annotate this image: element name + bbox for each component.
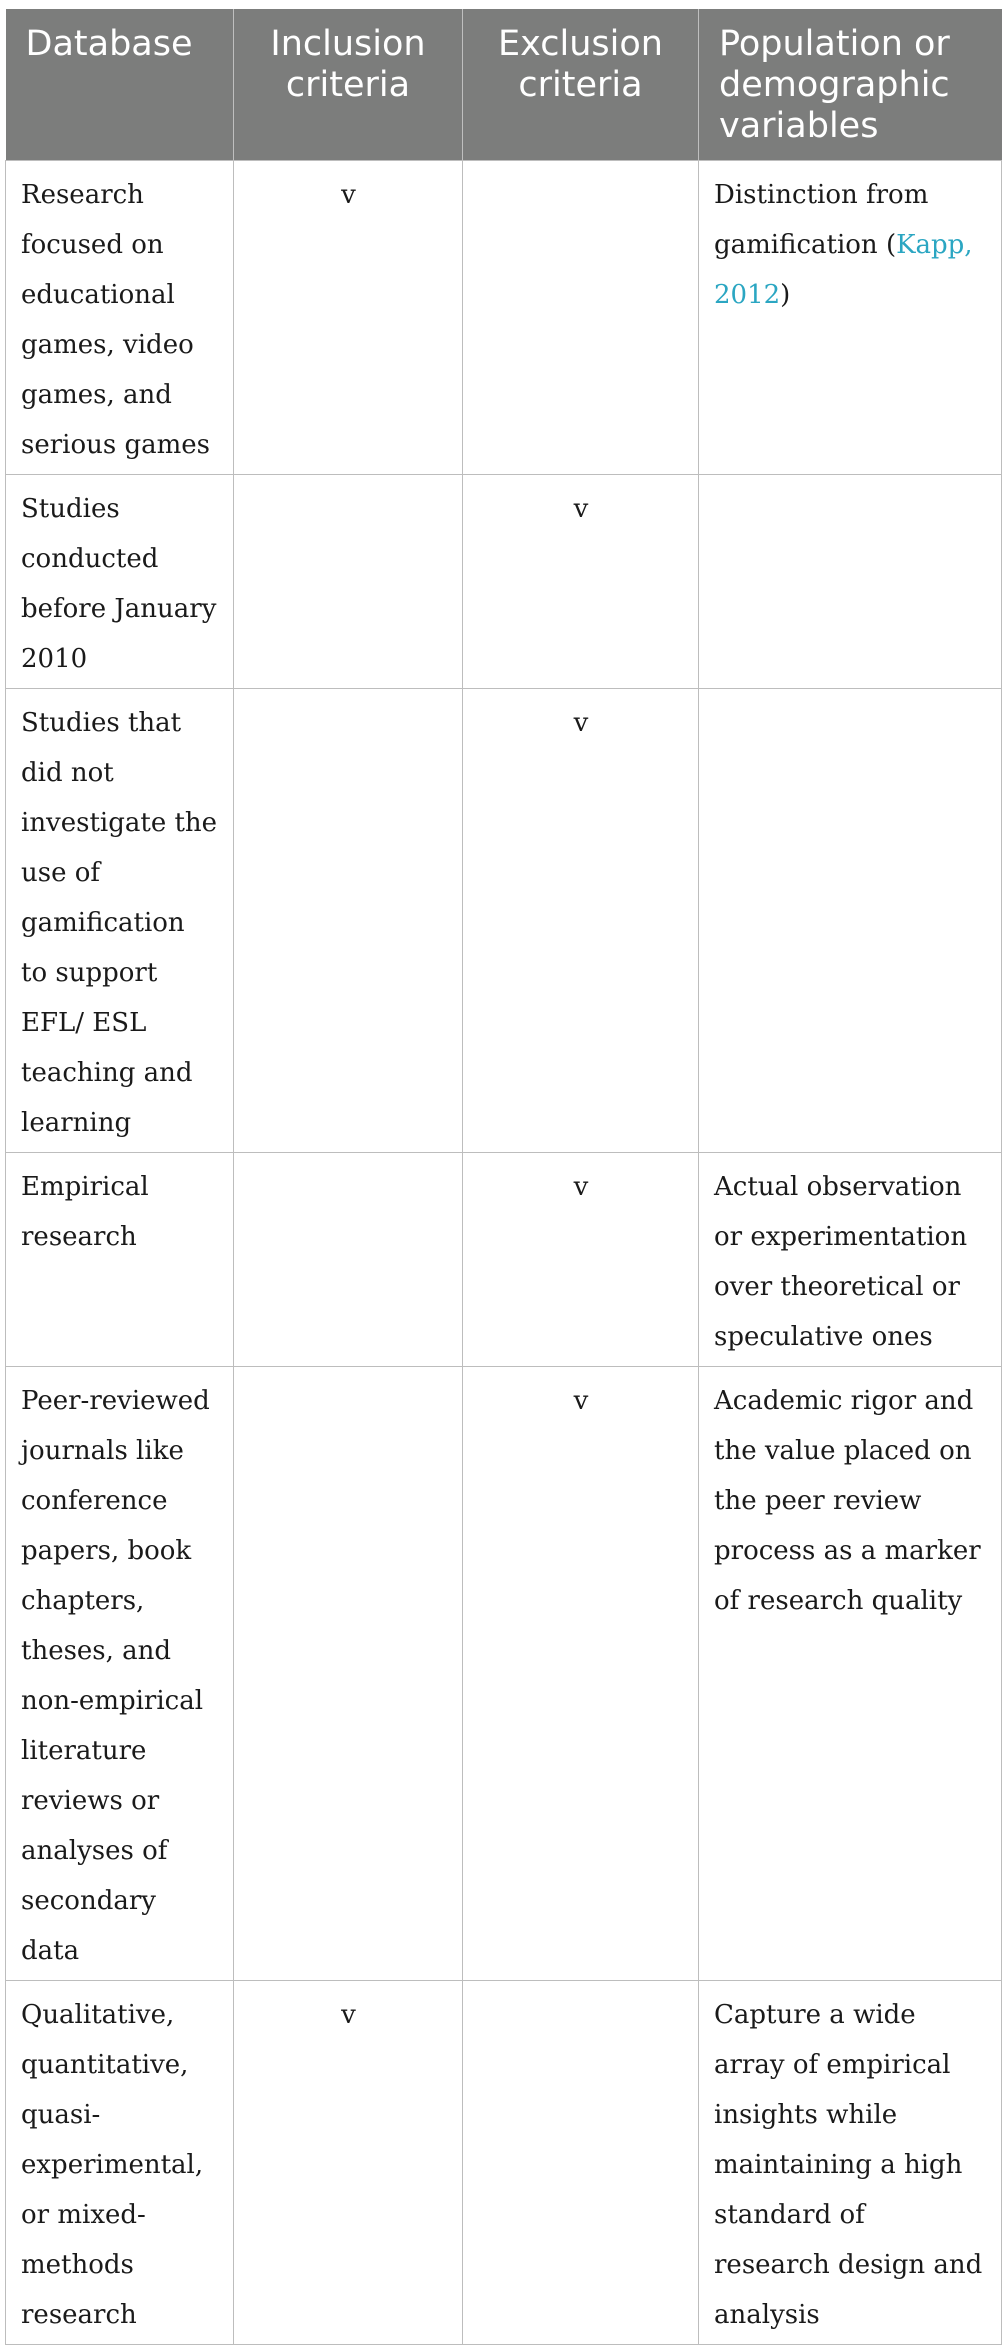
header-population-variables: Population or demographic variables <box>699 9 1002 161</box>
cell-inclusion: v <box>234 1981 463 2345</box>
cell-database: Peer-reviewed journals like conference papers, book chapters, theses, and non-empirical literature reviews or analyses of secondary data <box>6 1367 234 1981</box>
table-row <box>6 1367 1002 1981</box>
table-row <box>6 1153 1002 1367</box>
table-body <box>6 161 1002 2345</box>
header-exclusion-criteria: Exclusion criteria <box>463 9 699 161</box>
cell-inclusion <box>234 475 463 689</box>
cell-database: Qualitative, quantitative, quasi-experimental, or mixed-methods research <box>6 1981 234 2345</box>
header-row <box>6 9 1002 161</box>
cell-population <box>699 161 1002 475</box>
cell-population: Academic rigor and the value placed on the peer review process as a marker of research quality <box>699 1367 1002 1981</box>
criteria-table-container <box>5 9 1001 2345</box>
cell-inclusion <box>234 1367 463 1981</box>
cell-database: Studies conducted before January 2010 <box>6 475 234 689</box>
cell-population: Actual observation or experimentation over theoretical or speculative ones <box>699 1153 1002 1367</box>
cell-database: Research focused on educational games, video games, and serious games <box>6 161 234 475</box>
cell-database: Empirical research <box>6 1153 234 1367</box>
table-row <box>6 161 1002 475</box>
cell-population <box>699 689 1002 1153</box>
cell-exclusion: v <box>463 475 699 689</box>
cell-exclusion: v <box>463 1153 699 1367</box>
cell-exclusion <box>463 161 699 475</box>
cell-inclusion <box>234 689 463 1153</box>
table-row <box>6 1981 1002 2345</box>
table-header <box>6 9 1002 161</box>
criteria-table <box>5 9 1002 2345</box>
header-inclusion-criteria: Inclusion criteria <box>234 9 463 161</box>
cell-inclusion: v <box>234 161 463 475</box>
header-database: Database <box>6 9 234 161</box>
cell-exclusion <box>463 1981 699 2345</box>
cell-population: Capture a wide array of empirical insights while maintaining a high standard of research design and analysis <box>699 1981 1002 2345</box>
cell-exclusion: v <box>463 1367 699 1981</box>
table-row <box>6 475 1002 689</box>
cell-database: Studies that did not investigate the use of gamification to support EFL/ ESL teaching and learning <box>6 689 234 1153</box>
cell-population <box>699 475 1002 689</box>
population-text: Distinction from gamification ( <box>714 180 929 260</box>
cell-exclusion: v <box>463 689 699 1153</box>
table-row <box>6 689 1002 1153</box>
cell-inclusion <box>234 1153 463 1367</box>
citation-link[interactable]: Kapp, 2012 <box>714 230 973 310</box>
population-text-end: ) <box>780 280 791 310</box>
